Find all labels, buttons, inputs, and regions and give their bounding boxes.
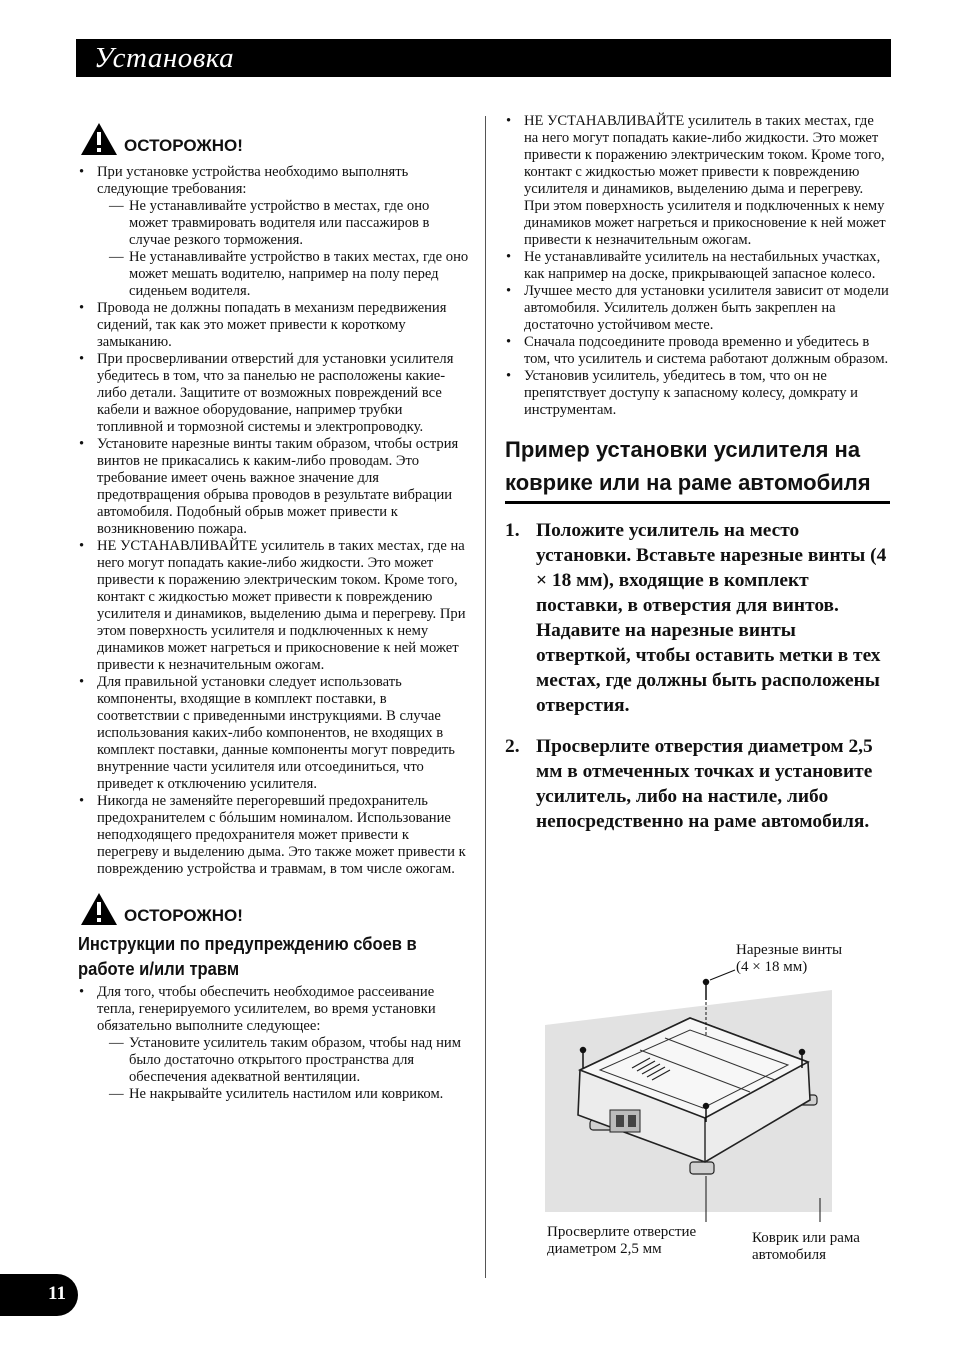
step-item [505, 518, 890, 718]
step-text: Положите усилитель на место установки. Вставьте нарезные винты (4 × 18 мм), входящие в комплект поставки, в отверстия для винтов. Надавите на нарезные винты отверткой, чтобы оставить метки в тех местах, где должны быть расположены отверстия. [536, 520, 887, 716]
right-bullet-list [505, 113, 890, 419]
list-item-text: Провода не должны попадать в механизм передвижения сидений, так как это может привести к короткому замыканию. [97, 300, 447, 350]
list-item-text: Установив усилитель, убедитесь в том, что он не препятствует доступу к запасному колесу, домкрату и инструментам. [524, 368, 858, 418]
amplifier-illustration [540, 940, 890, 1270]
list-item [78, 538, 470, 674]
sub-list-item: — Не устанавливайте устройство в таких местах, где оно может мешать водителю, например на полу перед сиденьем водителя. [109, 249, 470, 300]
installation-figure [540, 940, 890, 1270]
figure-label-screws: Нарезные винты (4 × 18 мм) [736, 942, 843, 975]
column-divider [485, 116, 486, 1278]
caution-heading-1 [80, 120, 470, 158]
list-item [78, 436, 470, 538]
list-item-text: Никогда не заменяйте перегоревший предохранитель предохранителем с бóльшим номиналом. Использование неподходящего предохранителя может привести к перегреву и выделению дыма. Это также может привести к повреждению устройства и травмам, в том числе ожогам. [97, 793, 466, 877]
list-item-text: НЕ УСТАНАВЛИВАЙТЕ усилитель в таких местах, где на него могут попадать какие-либо жидкости. Это может привести к поражению электрическим током. Кроме того, контакт с жидкостью может привести к повреждению усилителя и динамиков, выделению дыма и перегреву. При этом поверхность усилителя и подключенных к нему динамиков может нагреться и прикосновение к ней может привести к незначительным ожогам. [97, 538, 466, 673]
sub-list-item: — Не устанавливайте устройство в местах, где оно может травмировать водителя или пассажиров в случае резкого торможения. [109, 198, 470, 249]
page-title: Установка [94, 42, 235, 74]
caution-label: ОСТОРОЖНО! [124, 136, 243, 155]
list-item [505, 283, 890, 334]
list-item [78, 793, 470, 878]
list-item [505, 368, 890, 419]
list-item-text: Установите нарезные винты таким образом, чтобы острия винтов не прикасались к каким-либо проводам. Это требование имеет очень важное значение для предотвращения обрыва проводов в результате вибрации автомобиля. Подобный обрыв может привести к возникновению пожара. [97, 436, 459, 537]
header-bar [76, 39, 891, 77]
list-item [78, 674, 470, 793]
caution-heading-2 [80, 890, 470, 928]
list-item-text: НЕ УСТАНАВЛИВАЙТЕ усилитель в таких местах, где на него могут попадать какие-либо жидкости. Это может привести к поражению электрическим током. Кроме того, контакт с жидкостью может привести к повреждению усилителя и динамиков, выделению дыма и перегреву. При этом поверхность усилителя и подключенных к нему динамиков может нагреться и прикосновение к ней может привести к незначительным ожогам. [524, 113, 886, 248]
list-item-text: Лучшее место для установки усилителя зависит от модели автомобиля. Усилитель должен быть закреплен на достаточно устойчивом месте. [524, 283, 889, 333]
section-title: Пример установки усилителя на коврике или на раме автомобиля [505, 433, 890, 504]
list-item-text: При просверливании отверстий для установки усилителя убедитесь в том, что за панелью не расположены какие-либо детали. Защитите от возможных повреждений все кабели и важное оборудование, например трубки топливной и тормозной системы и электропроводку. [97, 351, 454, 435]
list-item [78, 300, 470, 351]
sub-list [78, 1035, 470, 1103]
list-item [505, 334, 890, 368]
steps-list [505, 518, 890, 834]
caution-label: ОСТОРОЖНО! [124, 906, 243, 925]
page-number: 11 [48, 1283, 66, 1304]
list-item-text: Для того, чтобы обеспечить необходимое рассеивание тепла, генерируемого усилителем, во время установки обязательно выполните следующее: [97, 984, 436, 1034]
caution-1-list [78, 164, 470, 878]
list-item-text: Для правильной установки следует использовать компоненты, входящие в комплект поставки, в соответствии с приведенными инструкциями. В случае использования каких-либо компонентов, не входящих в комплект поставки, данные компоненты могут повредить внутренние части усилителя или отсоединиться, что приведет к отключению усилителя. [97, 674, 455, 792]
list-item [505, 249, 890, 283]
list-item-text: Сначала подсоедините провода временно и убедитесь в том, что усилитель и система работают должным образом. [524, 334, 889, 367]
list-item-text: Не устанавливайте усилитель на нестабильных участках, как например на доске, прикрывающей запасное колесо. [524, 249, 881, 282]
step-text: Просверлите отверстия диаметром 2,5 мм в отмеченных точках и установите усилитель, либо на настиле, либо непосредственно на раме автомобиля. [536, 736, 873, 832]
left-column [78, 120, 470, 1103]
list-item [78, 984, 470, 1103]
caution-2-list [78, 984, 470, 1103]
warning-triangle-icon [80, 122, 118, 156]
sub-list-item: — Не накрывайте усилитель настилом или ковриком. [109, 1086, 470, 1103]
right-column [505, 113, 890, 850]
step-number: 1. [505, 520, 520, 541]
warning-triangle-icon [80, 892, 118, 926]
sub-list-item: — Установите усилитель таким образом, чтобы над ним было достаточно открытого пространства для обеспечения адекватной вентиляции. [109, 1035, 470, 1086]
subheading: Инструкции по предупреждению сбоев в работе и/или травм [78, 934, 417, 979]
list-item-text: При установке устройства необходимо выполнять следующие требования: [97, 164, 409, 197]
figure-label-drill: Просверлите отверстие диаметром 2,5 мм [547, 1224, 697, 1257]
figure-label-mat: Коврик или рама автомобиля [752, 1230, 860, 1263]
page-number-tab [0, 1274, 78, 1316]
step-item [505, 734, 890, 834]
list-item [78, 351, 470, 436]
step-number: 2. [505, 736, 520, 757]
list-item [78, 164, 470, 300]
list-item [505, 113, 890, 249]
sub-list [78, 198, 470, 300]
